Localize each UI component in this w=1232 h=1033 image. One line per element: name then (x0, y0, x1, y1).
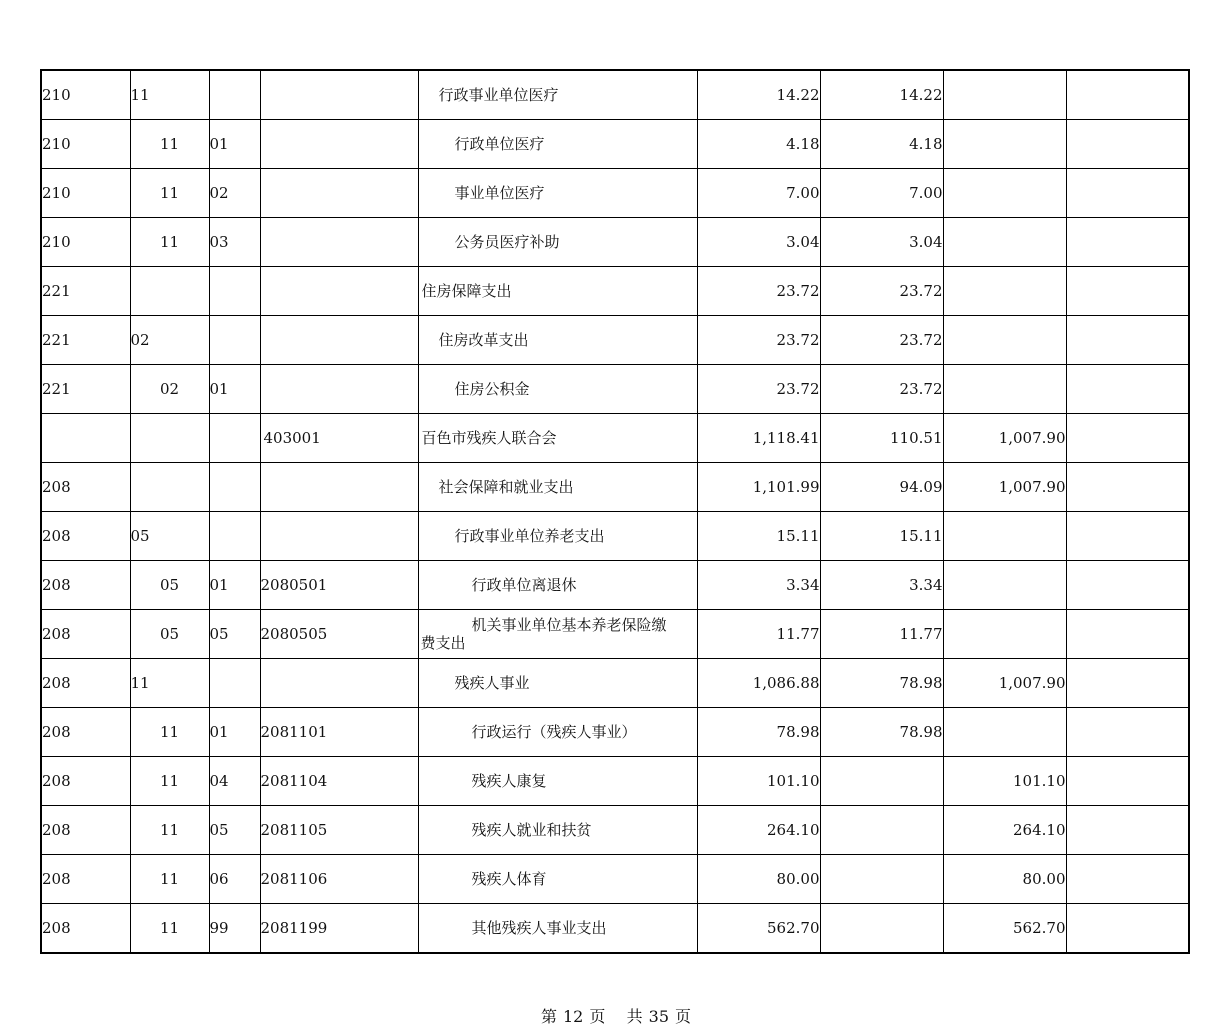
basic-expenditure-cell (820, 904, 943, 954)
section-code-cell: 11 (130, 855, 209, 904)
other-amount-cell (1066, 169, 1189, 218)
other-amount-cell (1066, 512, 1189, 561)
section-code-cell (130, 267, 209, 316)
basic-expenditure-cell: 23.72 (820, 316, 943, 365)
table-row (41, 70, 1189, 120)
total-amount-cell: 1,118.41 (697, 414, 820, 463)
footer-prefix: 第 (540, 1007, 557, 1026)
section-code-cell (130, 414, 209, 463)
section-code-cell: 11 (130, 169, 209, 218)
basic-expenditure-cell: 7.00 (820, 169, 943, 218)
class-code-cell: 210 (41, 218, 130, 267)
class-code-cell: 210 (41, 120, 130, 169)
project-expenditure-cell: 1,007.90 (943, 463, 1066, 512)
table-row (41, 463, 1189, 512)
table-row (41, 757, 1189, 806)
item-code-cell (209, 659, 260, 708)
item-name-cell: 行政运行（残疾人事业） (418, 708, 697, 757)
total-amount-cell: 562.70 (697, 904, 820, 954)
class-code-cell: 208 (41, 904, 130, 954)
section-code-cell: 02 (130, 316, 209, 365)
project-expenditure-cell (943, 365, 1066, 414)
table-row (41, 218, 1189, 267)
class-code-cell: 208 (41, 757, 130, 806)
other-amount-cell (1066, 757, 1189, 806)
item-code-cell: 01 (209, 365, 260, 414)
table-row (41, 904, 1189, 954)
footer-page-number: 12 (562, 1007, 584, 1026)
project-expenditure-cell: 264.10 (943, 806, 1066, 855)
class-code-cell (41, 414, 130, 463)
class-code-cell: 208 (41, 512, 130, 561)
project-expenditure-cell (943, 708, 1066, 757)
table-row (41, 169, 1189, 218)
basic-expenditure-cell (820, 855, 943, 904)
project-expenditure-cell (943, 610, 1066, 659)
item-code-cell (209, 463, 260, 512)
section-code-cell: 11 (130, 218, 209, 267)
table-row (41, 561, 1189, 610)
item-code-cell (209, 414, 260, 463)
footer-total-prefix: 共 (626, 1007, 643, 1026)
economic-code-cell (260, 659, 418, 708)
class-code-cell: 208 (41, 610, 130, 659)
item-name-cell: 住房改革支出 (418, 316, 697, 365)
footer-total-unit: 页 (675, 1007, 692, 1026)
class-code-cell: 210 (41, 70, 130, 120)
project-expenditure-cell (943, 316, 1066, 365)
item-code-cell: 01 (209, 120, 260, 169)
table-row (41, 806, 1189, 855)
item-name-line-1: 机关事业单位基本养老保险缴 (471, 616, 667, 634)
total-amount-cell: 1,101.99 (697, 463, 820, 512)
section-code-cell: 02 (130, 365, 209, 414)
class-code-cell: 208 (41, 708, 130, 757)
basic-expenditure-cell: 3.04 (820, 218, 943, 267)
footer-total-pages: 35 (648, 1007, 669, 1026)
item-name-cell: 事业单位医疗 (418, 169, 697, 218)
economic-code-cell (260, 120, 418, 169)
class-code-cell: 208 (41, 806, 130, 855)
economic-code-cell (260, 70, 418, 120)
total-amount-cell: 3.04 (697, 218, 820, 267)
basic-expenditure-cell: 4.18 (820, 120, 943, 169)
economic-code-cell: 2081105 (260, 806, 418, 855)
other-amount-cell (1066, 316, 1189, 365)
item-name-cell: 残疾人就业和扶贫 (418, 806, 697, 855)
item-name-cell: 住房保障支出 (418, 267, 697, 316)
item-name-cell: 行政事业单位养老支出 (418, 512, 697, 561)
economic-code-cell: 403001 (260, 414, 418, 463)
basic-expenditure-cell (820, 806, 943, 855)
economic-code-cell: 2081199 (260, 904, 418, 954)
economic-code-cell: 2081104 (260, 757, 418, 806)
basic-expenditure-cell: 11.77 (820, 610, 943, 659)
project-expenditure-cell: 101.10 (943, 757, 1066, 806)
item-code-cell: 05 (209, 806, 260, 855)
other-amount-cell (1066, 463, 1189, 512)
basic-expenditure-cell: 23.72 (820, 267, 943, 316)
project-expenditure-cell (943, 70, 1066, 120)
section-code-cell: 11 (130, 708, 209, 757)
item-name-line-2: 费支出 (420, 634, 466, 652)
table-row (41, 267, 1189, 316)
table-row (41, 120, 1189, 169)
item-code-cell (209, 512, 260, 561)
total-amount-cell: 14.22 (697, 70, 820, 120)
item-name-cell: 行政事业单位医疗 (418, 70, 697, 120)
other-amount-cell (1066, 70, 1189, 120)
other-amount-cell (1066, 218, 1189, 267)
section-code-cell: 05 (130, 512, 209, 561)
project-expenditure-cell (943, 169, 1066, 218)
project-expenditure-cell: 562.70 (943, 904, 1066, 954)
item-code-cell: 01 (209, 561, 260, 610)
item-name-cell: 行政单位医疗 (418, 120, 697, 169)
other-amount-cell (1066, 610, 1189, 659)
section-code-cell: 05 (130, 561, 209, 610)
basic-expenditure-cell (820, 757, 943, 806)
table-row (41, 512, 1189, 561)
basic-expenditure-cell: 3.34 (820, 561, 943, 610)
item-code-cell: 04 (209, 757, 260, 806)
footer-page-unit: 页 (589, 1007, 606, 1026)
basic-expenditure-cell: 14.22 (820, 70, 943, 120)
section-code-cell: 11 (130, 806, 209, 855)
total-amount-cell: 101.10 (697, 757, 820, 806)
class-code-cell: 208 (41, 855, 130, 904)
item-name-cell: 社会保障和就业支出 (418, 463, 697, 512)
basic-expenditure-cell: 94.09 (820, 463, 943, 512)
class-code-cell: 208 (41, 463, 130, 512)
section-code-cell: 11 (130, 757, 209, 806)
economic-code-cell (260, 512, 418, 561)
total-amount-cell: 7.00 (697, 169, 820, 218)
table-body (41, 70, 1189, 953)
budget-table (40, 69, 1190, 954)
basic-expenditure-cell: 110.51 (820, 414, 943, 463)
economic-code-cell (260, 365, 418, 414)
item-name-cell: 行政单位离退休 (418, 561, 697, 610)
economic-code-cell (260, 218, 418, 267)
project-expenditure-cell: 80.00 (943, 855, 1066, 904)
economic-code-cell (260, 169, 418, 218)
section-code-cell: 05 (130, 610, 209, 659)
item-code-cell: 03 (209, 218, 260, 267)
other-amount-cell (1066, 120, 1189, 169)
project-expenditure-cell: 1,007.90 (943, 414, 1066, 463)
total-amount-cell: 1,086.88 (697, 659, 820, 708)
item-code-cell: 06 (209, 855, 260, 904)
table-row (41, 316, 1189, 365)
item-code-cell: 05 (209, 610, 260, 659)
project-expenditure-cell (943, 512, 1066, 561)
item-code-cell (209, 267, 260, 316)
item-name-cell (418, 610, 697, 659)
other-amount-cell (1066, 806, 1189, 855)
section-code-cell: 11 (130, 120, 209, 169)
item-code-cell: 02 (209, 169, 260, 218)
other-amount-cell (1066, 708, 1189, 757)
economic-code-cell (260, 463, 418, 512)
other-amount-cell (1066, 414, 1189, 463)
item-code-cell (209, 70, 260, 120)
other-amount-cell (1066, 561, 1189, 610)
other-amount-cell (1066, 365, 1189, 414)
total-amount-cell: 3.34 (697, 561, 820, 610)
project-expenditure-cell (943, 561, 1066, 610)
other-amount-cell (1066, 855, 1189, 904)
basic-expenditure-cell: 23.72 (820, 365, 943, 414)
table-row (41, 659, 1189, 708)
table-row (41, 365, 1189, 414)
economic-code-cell (260, 267, 418, 316)
section-code-cell: 11 (130, 904, 209, 954)
table-row (41, 855, 1189, 904)
item-code-cell: 99 (209, 904, 260, 954)
project-expenditure-cell (943, 267, 1066, 316)
economic-code-cell: 2080505 (260, 610, 418, 659)
total-amount-cell: 80.00 (697, 855, 820, 904)
total-amount-cell: 23.72 (697, 267, 820, 316)
total-amount-cell: 23.72 (697, 365, 820, 414)
total-amount-cell: 78.98 (697, 708, 820, 757)
total-amount-cell: 264.10 (697, 806, 820, 855)
class-code-cell: 221 (41, 316, 130, 365)
table-row (41, 610, 1189, 659)
section-code-cell: 11 (130, 659, 209, 708)
total-amount-cell: 11.77 (697, 610, 820, 659)
table-row (41, 414, 1189, 463)
economic-code-cell (260, 316, 418, 365)
page-footer (0, 1004, 1232, 1027)
other-amount-cell (1066, 659, 1189, 708)
economic-code-cell: 2081106 (260, 855, 418, 904)
project-expenditure-cell (943, 218, 1066, 267)
item-name-cell: 百色市残疾人联合会 (418, 414, 697, 463)
basic-expenditure-cell: 15.11 (820, 512, 943, 561)
basic-expenditure-cell: 78.98 (820, 659, 943, 708)
item-code-cell: 01 (209, 708, 260, 757)
item-name-cell: 其他残疾人事业支出 (418, 904, 697, 954)
item-name-cell: 残疾人体育 (418, 855, 697, 904)
item-name-cell: 残疾人事业 (418, 659, 697, 708)
item-name-cell: 住房公积金 (418, 365, 697, 414)
table-row (41, 708, 1189, 757)
class-code-cell: 210 (41, 169, 130, 218)
section-code-cell (130, 463, 209, 512)
other-amount-cell (1066, 267, 1189, 316)
item-name-cell: 残疾人康复 (418, 757, 697, 806)
total-amount-cell: 4.18 (697, 120, 820, 169)
item-name-cell: 公务员医疗补助 (418, 218, 697, 267)
project-expenditure-cell (943, 120, 1066, 169)
project-expenditure-cell: 1,007.90 (943, 659, 1066, 708)
economic-code-cell: 2080501 (260, 561, 418, 610)
total-amount-cell: 15.11 (697, 512, 820, 561)
section-code-cell: 11 (130, 70, 209, 120)
class-code-cell: 221 (41, 267, 130, 316)
other-amount-cell (1066, 904, 1189, 954)
item-code-cell (209, 316, 260, 365)
class-code-cell: 221 (41, 365, 130, 414)
basic-expenditure-cell: 78.98 (820, 708, 943, 757)
class-code-cell: 208 (41, 561, 130, 610)
total-amount-cell: 23.72 (697, 316, 820, 365)
class-code-cell: 208 (41, 659, 130, 708)
economic-code-cell: 2081101 (260, 708, 418, 757)
